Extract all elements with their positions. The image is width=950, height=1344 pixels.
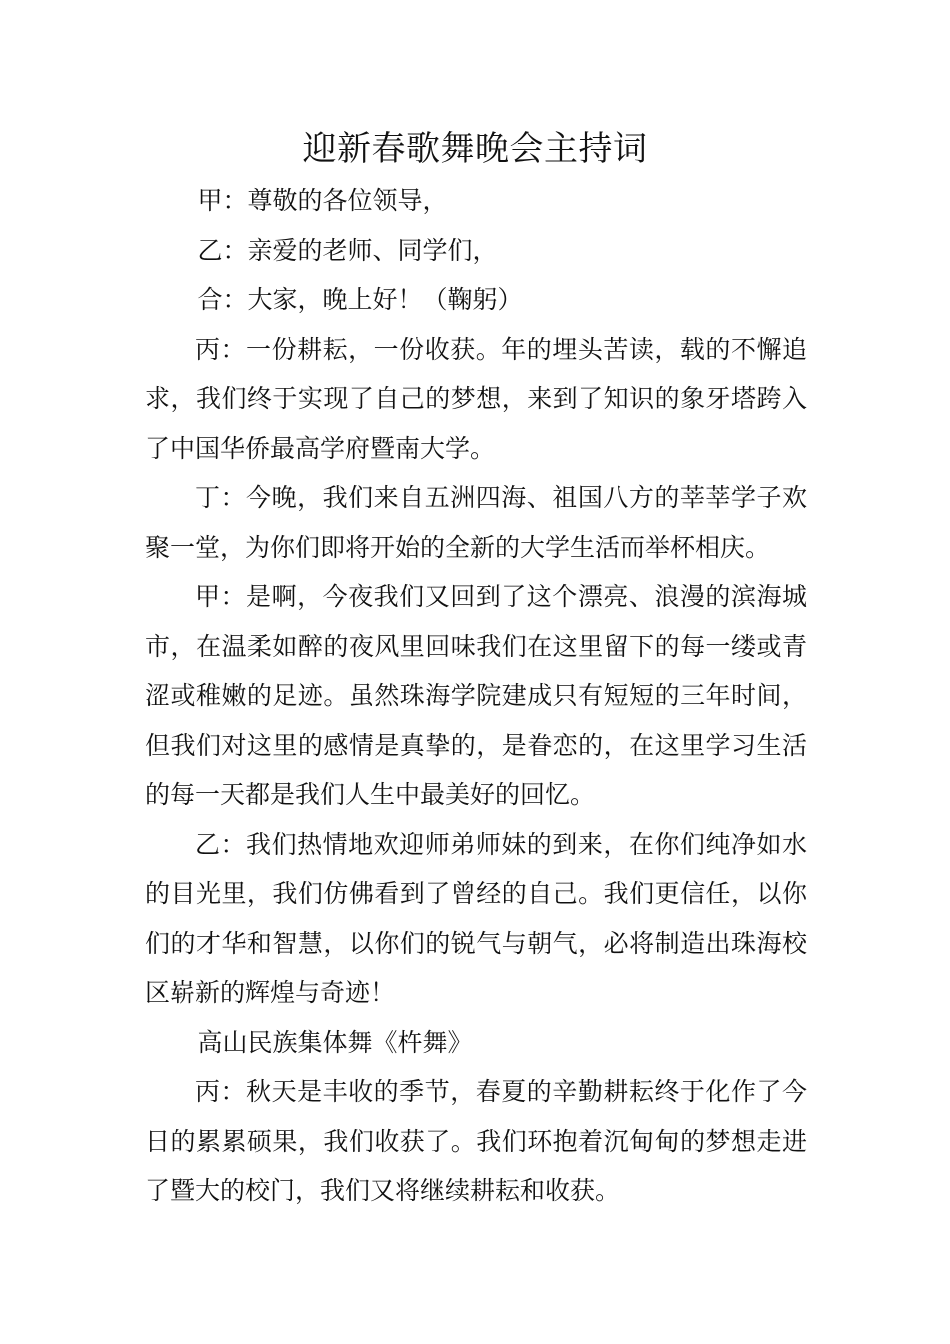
paragraph-jia-city: 甲：是啊，今夜我们又回到了这个漂亮、浪漫的滨海城市，在温柔如醉的夜风里回味我们在这里留下的每一缕或青涩或稚嫩的足迹。虽然珠海学院建成只有短短的三年时间，但我们对这里的感情是真挚的，是眷恋的，在这里学习生活的每一天都是我们人生中最美好的回忆。 — [145, 582, 807, 809]
program-item-dance: 高山民族集体舞《杵舞》 — [197, 1027, 473, 1057]
document-body — [145, 176, 807, 1216]
paragraph-he-greeting: 合：大家，晚上好！（鞠躬） — [197, 285, 523, 314]
paragraph-jia-greeting: 甲：尊敬的各位领导， — [197, 186, 448, 215]
paragraph-bing-harvest: 丙：秋天是丰收的季节，春夏的辛勤耕耘终于化作了今日的累累硕果，我们收获了。我们环抱着沉甸甸的梦想走进了暨大的校门，我们又将继续耕耘和收获。 — [145, 1077, 807, 1205]
paragraph-yi-greeting: 乙：亲爱的老师、同学们， — [197, 235, 498, 265]
page-title: 迎新春歌舞晚会主持词 — [302, 129, 648, 169]
paragraph-bing-opening: 丙：一份耕耘，一份收获。年的埋头苦读，载的不懈追求，我们终于实现了自己的梦想，来到了知识的象牙塔跨入了中国华侨最高学府暨南大学。 — [145, 334, 807, 463]
paragraph-ding-opening: 丁：今晚，我们来自五洲四海、祖国八方的莘莘学子欢聚一堂，为你们即将开始的全新的大学生活而举杯相庆。 — [145, 483, 807, 562]
paragraph-yi-welcome: 乙：我们热情地欢迎师弟师妹的到来，在你们纯净如水的目光里，我们仿佛看到了曾经的自己。我们更信任，以你们的才华和智慧，以你们的锐气与朝气，必将制造出珠海校区崭新的辉煌与奇迹！ — [145, 829, 807, 1007]
